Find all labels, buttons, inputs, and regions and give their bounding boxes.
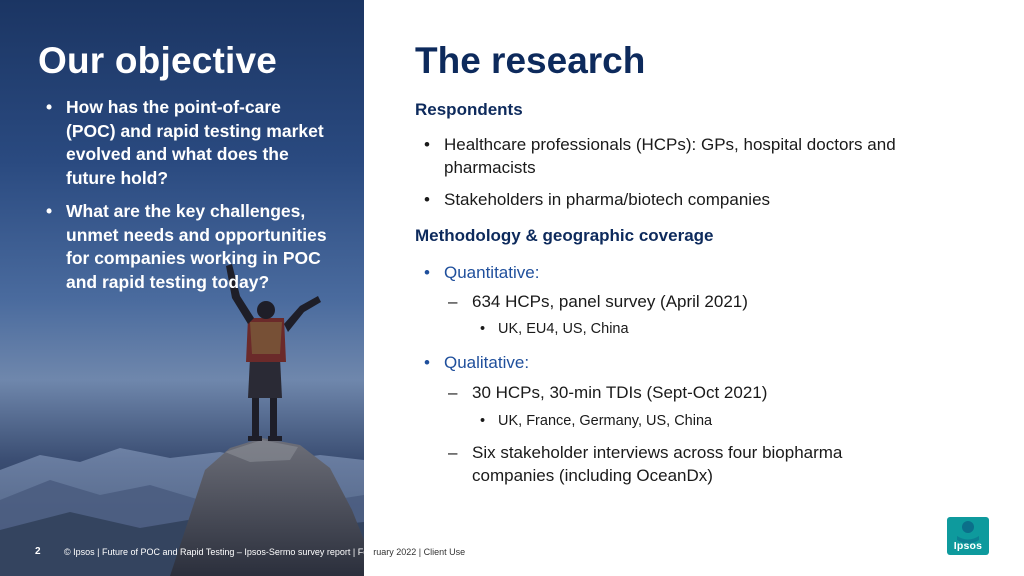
- quantitative-countries-text: UK, EU4, US, China: [498, 321, 629, 337]
- respondent-text: Healthcare professionals (HCPs): GPs, hospital doctors and pharmacists: [444, 135, 896, 177]
- quantitative-detail-text: 634 HCPs, panel survey (April 2021): [472, 292, 748, 311]
- research-title: The research: [415, 40, 646, 81]
- respondent-item: [424, 188, 944, 211]
- hero-image-panel: [0, 0, 364, 576]
- footer-text-on-image: © Ipsos | Future of POC and Rapid Testing – Ipsos-Sermo survey report | Feb: [64, 547, 374, 557]
- bullet-dot: •: [424, 263, 430, 282]
- footer-text-rest: ruary 2022 | Client Use: [373, 547, 466, 557]
- dash-mark: –: [448, 292, 458, 311]
- quantitative-detail: [448, 290, 928, 313]
- qualitative-countries-text: UK, France, Germany, US, China: [498, 413, 713, 429]
- objective-title: Our objective: [38, 40, 278, 81]
- objective-question-list: [44, 96, 334, 304]
- bullet-dot: •: [480, 413, 486, 429]
- quantitative-label: Quantitative:: [444, 263, 540, 282]
- qualitative-label: Qualitative:: [444, 353, 530, 372]
- qualitative-countries: [480, 411, 712, 431]
- quantitative-countries: [480, 319, 629, 339]
- page-number: 2: [35, 546, 41, 557]
- respondent-text: Stakeholders in pharma/biotech companies: [444, 190, 771, 209]
- ipsos-logo: [947, 517, 989, 555]
- qualitative-detail: [448, 381, 928, 404]
- qualitative-item: [424, 351, 944, 374]
- qualitative-detail-text: 30 HCPs, 30-min TDIs (Sept-Oct 2021): [472, 383, 768, 402]
- bullet-dot: •: [424, 353, 430, 372]
- respondent-item: [424, 133, 944, 179]
- quantitative-item: [424, 261, 944, 284]
- dash-mark: –: [448, 443, 458, 462]
- bullet-dot: •: [424, 135, 430, 154]
- bullet-dot: •: [480, 321, 486, 337]
- qualitative-detail-2: [448, 441, 928, 487]
- footer-copyright: [64, 547, 465, 557]
- objective-question: • How has the point-of-care (POC) and rapid testing market evolved and what does the future hold?: [44, 96, 334, 190]
- logo-text: Ipsos: [953, 540, 983, 552]
- dash-mark: –: [448, 383, 458, 402]
- bullet-dot: •: [424, 190, 430, 209]
- objective-question: • What are the key challenges, unmet needs and opportunities for companies working in POC and rapid testing today?: [44, 200, 334, 294]
- methodology-heading: Methodology & geographic coverage: [415, 226, 714, 245]
- respondents-heading: Respondents: [415, 100, 523, 119]
- qualitative-detail-2-text: Six stakeholder interviews across four biopharma companies (including OceanDx): [472, 443, 843, 485]
